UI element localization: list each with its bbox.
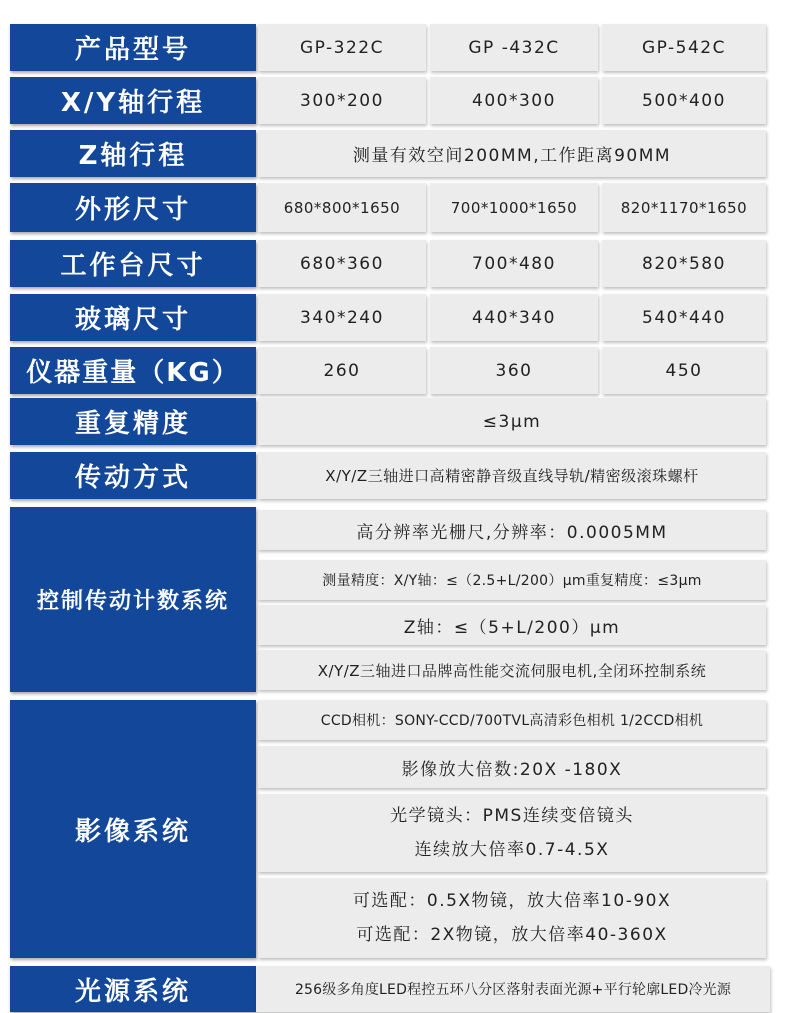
imaging-line-1: CCD相机：SONY-CCD/700TVL高清彩色相机 1/2CCD相机 bbox=[258, 700, 766, 740]
label-glass-size: 玻璃尺寸 bbox=[10, 294, 256, 341]
control-line-1: 高分辨率光栅尺,分辨率：0.0005MM bbox=[258, 510, 766, 550]
label-repeatability: 重复精度 bbox=[10, 398, 256, 445]
imaging-lens-text: 光学镜头：PMS连续变倍镜头 bbox=[390, 806, 634, 826]
dimensions-value-3: 820*1170*1650 bbox=[602, 183, 766, 232]
xy-travel-value-2: 400*300 bbox=[430, 77, 598, 124]
label-light-system: 光源系统 bbox=[10, 966, 256, 1012]
weight-value-2: 360 bbox=[430, 347, 598, 394]
glass-size-value-3: 540*440 bbox=[602, 294, 766, 341]
model-value-3: GP-542C bbox=[602, 24, 766, 71]
drive-method-value: X/Y/Z三轴进口高精密静音级直线导轨/精密级滚珠螺杆 bbox=[258, 452, 766, 499]
table-size-value-1: 680*360 bbox=[258, 240, 426, 287]
model-value-2: GP -432C bbox=[430, 24, 598, 71]
label-imaging-system: 影像系统 bbox=[10, 700, 256, 958]
label-weight: 仪器重量（KG） bbox=[10, 347, 256, 394]
model-value-1: GP-322C bbox=[258, 24, 426, 71]
repeatability-value: ≤3μm bbox=[258, 398, 766, 445]
label-table-size: 工作台尺寸 bbox=[10, 240, 256, 287]
dimensions-value-1: 680*800*1650 bbox=[258, 183, 426, 232]
weight-value-1: 260 bbox=[258, 347, 426, 394]
control-line-3: Z轴：≤（5+L/200）μm bbox=[258, 605, 766, 645]
table-size-value-3: 820*580 bbox=[602, 240, 766, 287]
control-line-2: 测量精度：X/Y轴：≤（2.5+L/200）μm重复精度：≤3μm bbox=[258, 560, 766, 600]
imaging-line-3 bbox=[258, 794, 766, 872]
dimensions-value-2: 700*1000*1650 bbox=[430, 183, 598, 232]
label-xy-travel: X/Y轴行程 bbox=[10, 77, 256, 124]
table-size-value-2: 700*480 bbox=[430, 240, 598, 287]
control-line-4: X/Y/Z三轴进口品牌高性能交流伺服电机,全闭环控制系统 bbox=[258, 650, 766, 690]
imaging-line-2: 影像放大倍数:20X -180X bbox=[258, 746, 766, 788]
light-system-value: 256级多角度LED程控五环八分区落射表面光源+平行轮廓LED冷光源 bbox=[256, 966, 770, 1012]
z-travel-value: 测量有效空间200MM,工作距离90MM bbox=[258, 130, 766, 177]
label-dimensions: 外形尺寸 bbox=[10, 183, 256, 232]
label-drive-method: 传动方式 bbox=[10, 452, 256, 499]
xy-travel-value-3: 500*400 bbox=[602, 77, 766, 124]
xy-travel-value-1: 300*200 bbox=[258, 77, 426, 124]
label-z-travel: Z轴行程 bbox=[10, 130, 256, 177]
imaging-option-2-text: 可选配：2X物镜，放大倍率40-360X bbox=[356, 925, 668, 945]
imaging-option-1-text: 可选配：0.5X物镜，放大倍率10-90X bbox=[352, 891, 672, 911]
imaging-line-4 bbox=[258, 878, 766, 958]
imaging-zoom-text: 连续放大倍率0.7-4.5X bbox=[414, 840, 610, 860]
label-model: 产品型号 bbox=[10, 24, 256, 71]
label-control-system: 控制传动计数系统 bbox=[10, 507, 256, 692]
glass-size-value-2: 440*340 bbox=[430, 294, 598, 341]
glass-size-value-1: 340*240 bbox=[258, 294, 426, 341]
weight-value-3: 450 bbox=[602, 347, 766, 394]
